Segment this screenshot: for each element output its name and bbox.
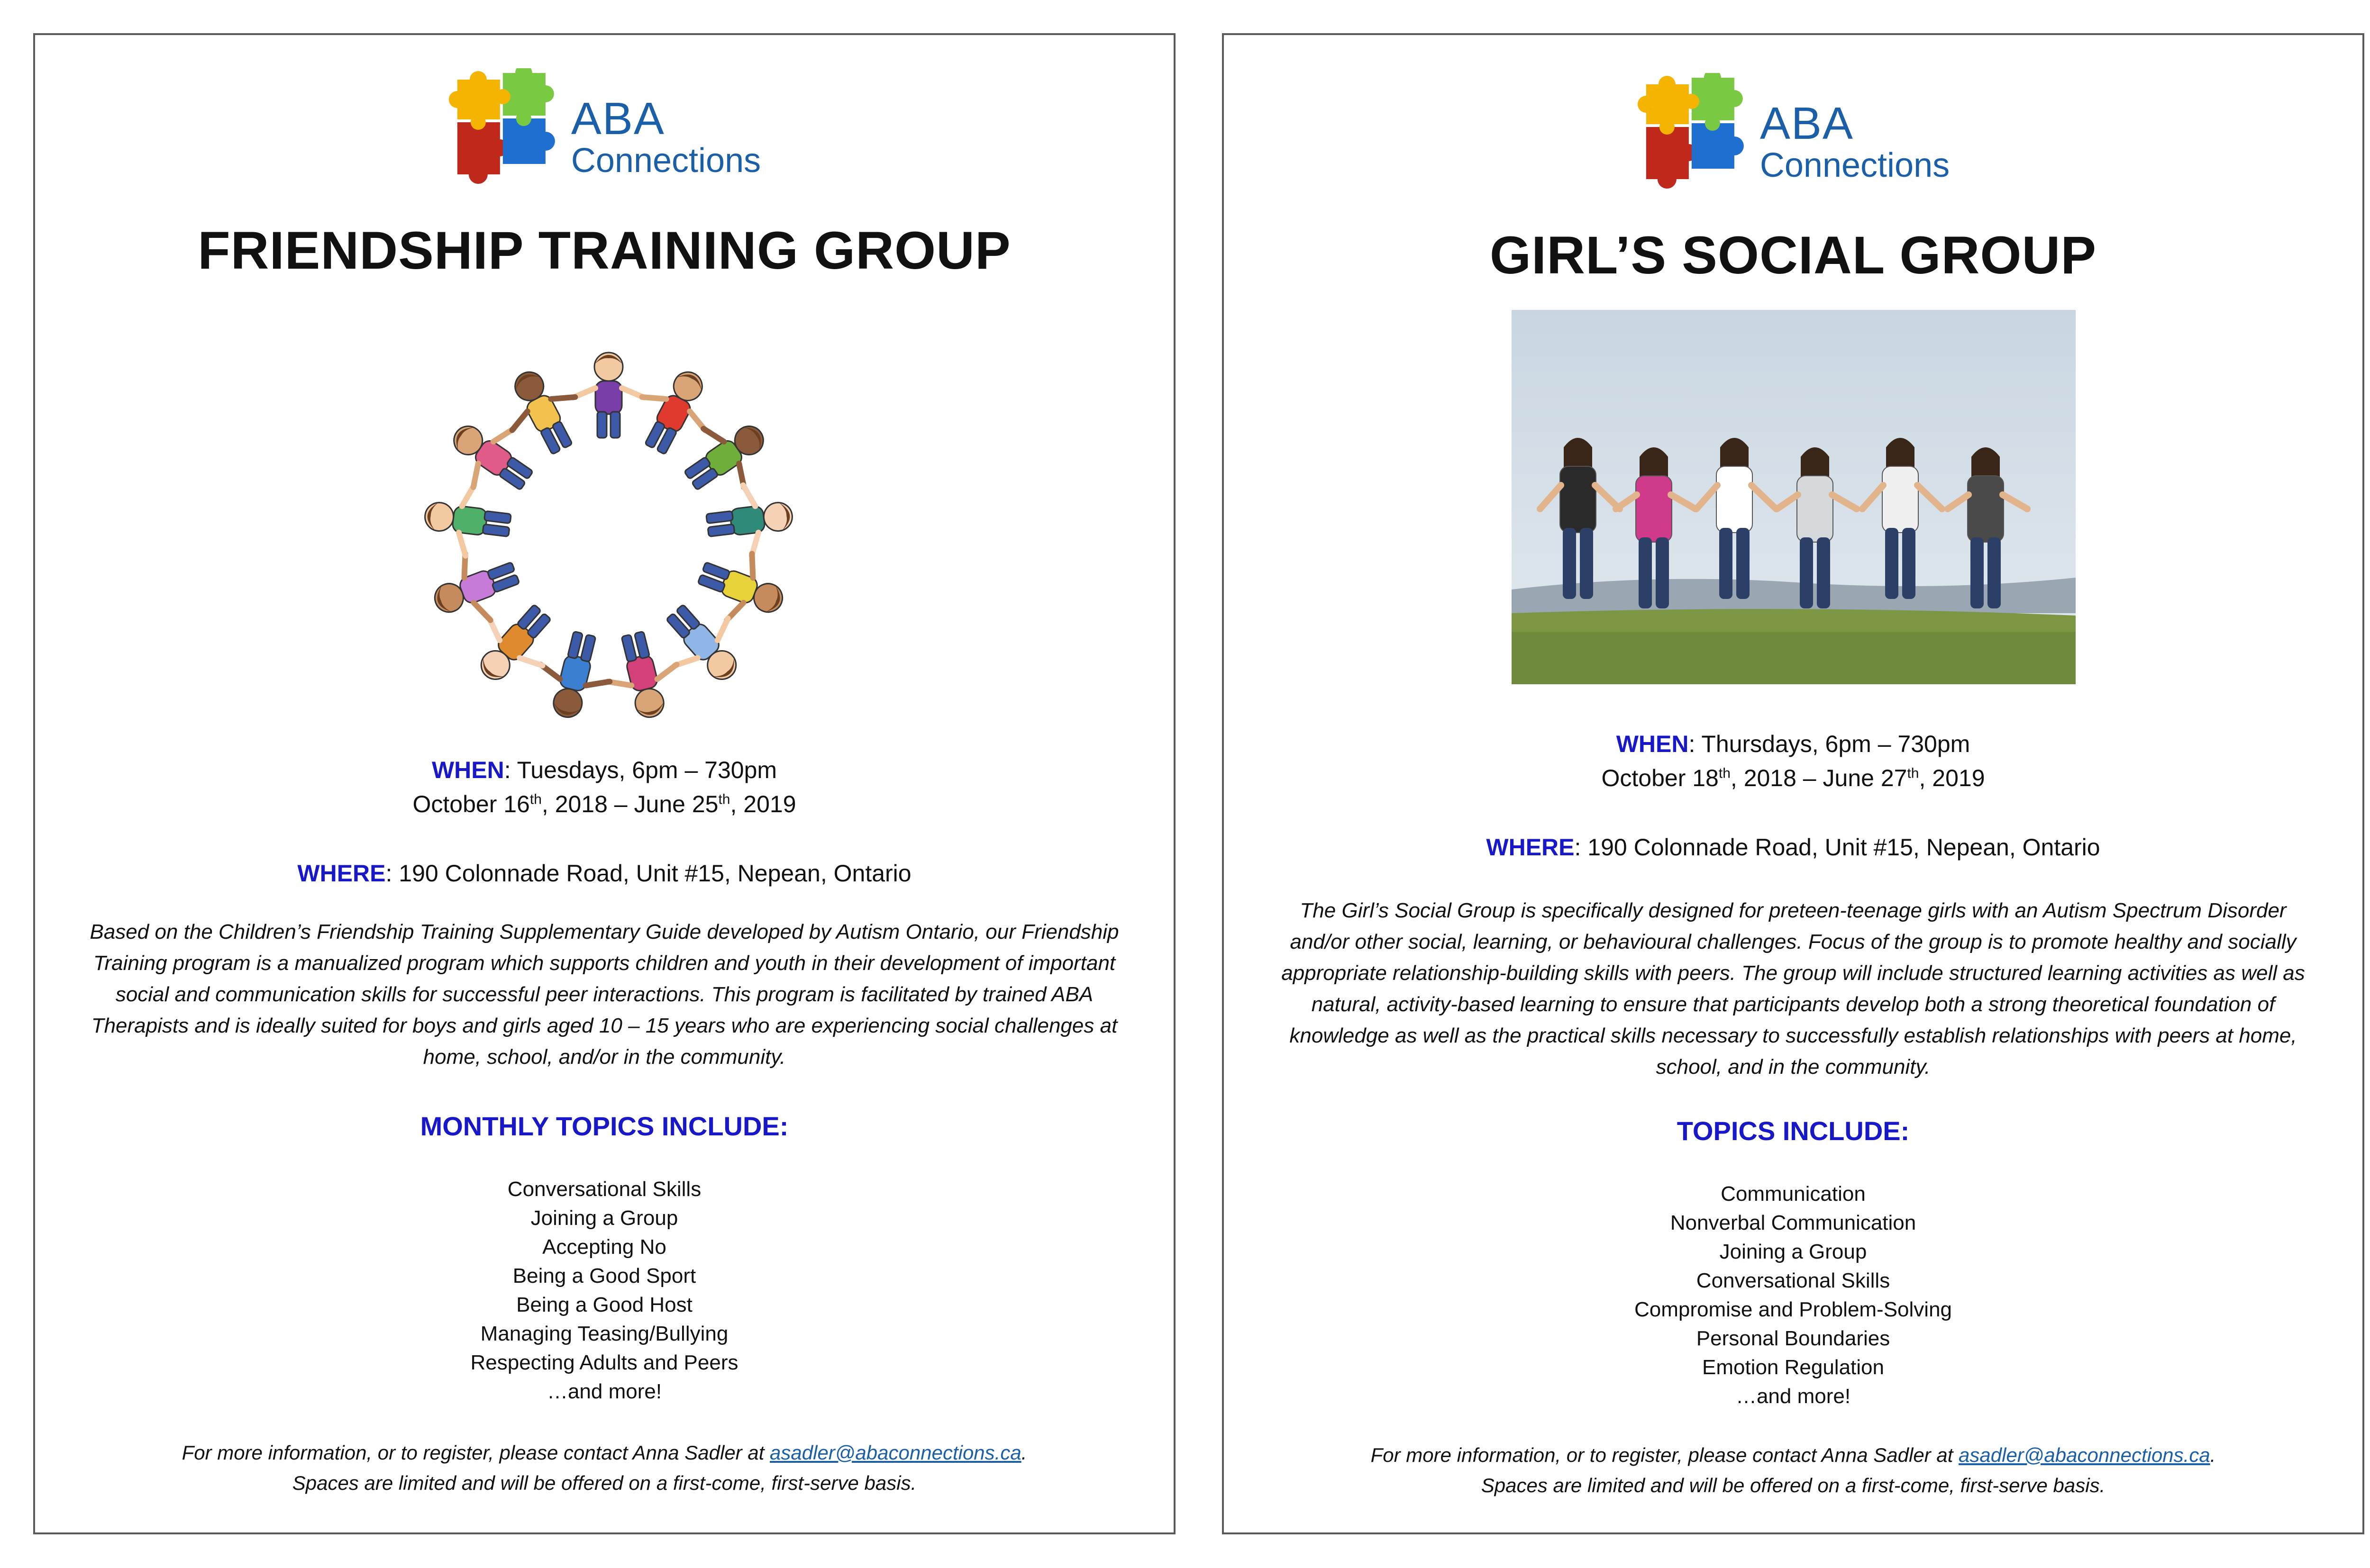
topics-heading: MONTHLY TOPICS INCLUDE: (420, 1111, 789, 1141)
when-label: WHEN (1616, 731, 1689, 757)
child-figure (421, 480, 514, 561)
program-description: Based on the Children’s Friendship Training Supplementary Guide developed by Autism Ontario, our Friendship Training program is a manualized program which supports children and youth in their development of important social and communication skills for successful peer interactions. This program is facilitated by trained ABA Therapists and is ideally suited for boys and girls aged 10 – 15 years who are experiencing social challenges at home, school, and/or in the community. (90, 920, 1119, 1069)
child-figure (423, 539, 528, 636)
topic-item: Joining a Group (530, 1206, 678, 1230)
topic-item: Joining a Group (1719, 1240, 1867, 1263)
topics-heading: TOPICS INCLUDE: (1677, 1116, 1910, 1146)
child-figure (689, 539, 794, 636)
child-figure (598, 625, 687, 725)
where-text: : 190 Colonnade Road, Unit #15, Nepean, Ontario (1574, 834, 2100, 861)
topic-item: Nonverbal Communication (1670, 1211, 1916, 1234)
topics-list (1224, 1179, 2362, 1411)
logo-aba-text: ABA (571, 93, 665, 144)
child-figure (530, 625, 620, 725)
logo-connections-text: Connections (571, 141, 761, 180)
logo-connections-text: Connections (1759, 146, 1950, 184)
when-text: : Thursdays, 6pm – 730pm (1688, 731, 1970, 757)
child-figure (623, 357, 726, 466)
when-text: : Tuesdays, 6pm – 730pm (504, 757, 777, 783)
topic-item: Conversational Skills (1696, 1269, 1890, 1292)
contact-info: For more information, or to register, please contact Anna Sadler at asadler@abaconnections.ca. Spaces are limited and will be offered on a first-come, first-serve basis. (1252, 1440, 2334, 1501)
friendship-training-flyer (33, 33, 1176, 1534)
topic-item: Communication (1721, 1182, 1866, 1205)
girls-social-group-flyer (1222, 33, 2364, 1534)
topic-item: Personal Boundaries (1696, 1327, 1890, 1350)
logo-aba-text: ABA (1759, 98, 1854, 149)
email-link[interactable]: asadler@abaconnections.ca (770, 1441, 1021, 1464)
topic-item: …and more! (547, 1380, 662, 1403)
where-label: WHERE (1486, 834, 1575, 861)
topic-item: Emotion Regulation (1702, 1356, 1884, 1379)
topics-list (35, 1175, 1174, 1406)
contact-info: For more information, or to register, please contact Anna Sadler at asadler@abaconnections.ca. Spaces are limited and will be offered on a first-come, first-serve basis. (64, 1438, 1145, 1498)
topic-item: Conversational Skills (507, 1178, 702, 1201)
schedule-block (35, 753, 1174, 821)
child-figure (670, 403, 781, 510)
topic-item: Being a Good Host (516, 1293, 693, 1316)
child-figure (703, 480, 796, 561)
puzzle-logo-icon (448, 68, 562, 206)
date-range: October 18th, 2018 – June 27th, 2019 (1601, 765, 1985, 791)
girls-photo (1512, 310, 2076, 684)
aba-connections-logo (448, 68, 761, 206)
spaces-note: Spaces are limited and will be offered on a first-come, first-serve basis. (1481, 1474, 2106, 1496)
schedule-block (1224, 727, 2362, 795)
child-figure (436, 403, 547, 510)
topic-item: Compromise and Problem-Solving (1634, 1298, 1952, 1321)
page-title: FRIENDSHIP TRAINING GROUP (198, 221, 1011, 280)
children-circle-illustration (395, 315, 822, 770)
puzzle-logo-icon (1637, 73, 1750, 210)
email-link[interactable]: asadler@abaconnections.ca (1959, 1444, 2210, 1466)
program-description: The Girl’s Social Group is specifically designed for preteen-teenage girls with an Autism Spectrum Disorder and/or other social, learning, or behavioural challenges. Focus of the group is to promote healthy and socially appropriate relationship-building skills with peers. The group will include structured learning activities as well as natural, activity-based learning to ensure that participants develop both a strong theoretical foundation of knowledge as well as the practical skills necessary to successfully establish relationships with peers at home, school, and in the community. (1281, 899, 2305, 1079)
child-figure (573, 353, 644, 438)
where-text: : 190 Colonnade Road, Unit #15, Nepean, Ontario (385, 860, 912, 887)
location-line (35, 860, 1174, 887)
topic-item: Being a Good Sport (512, 1264, 696, 1287)
topic-item: Managing Teasing/Bullying (480, 1322, 729, 1345)
date-range: October 16th, 2018 – June 25th, 2019 (412, 791, 796, 817)
where-label: WHERE (297, 860, 386, 887)
child-figure (491, 357, 593, 466)
spaces-note: Spaces are limited and will be offered on a first-come, first-serve basis. (292, 1472, 917, 1494)
page-title: GIRL’S SOCIAL GROUP (1489, 226, 2097, 285)
when-label: WHEN (431, 757, 504, 783)
topic-item: Accepting No (542, 1235, 666, 1259)
location-line (1224, 834, 2362, 861)
topic-item: Respecting Adults and Peers (470, 1351, 738, 1374)
aba-connections-logo (1637, 73, 1950, 210)
topic-item: …and more! (1735, 1385, 1851, 1408)
